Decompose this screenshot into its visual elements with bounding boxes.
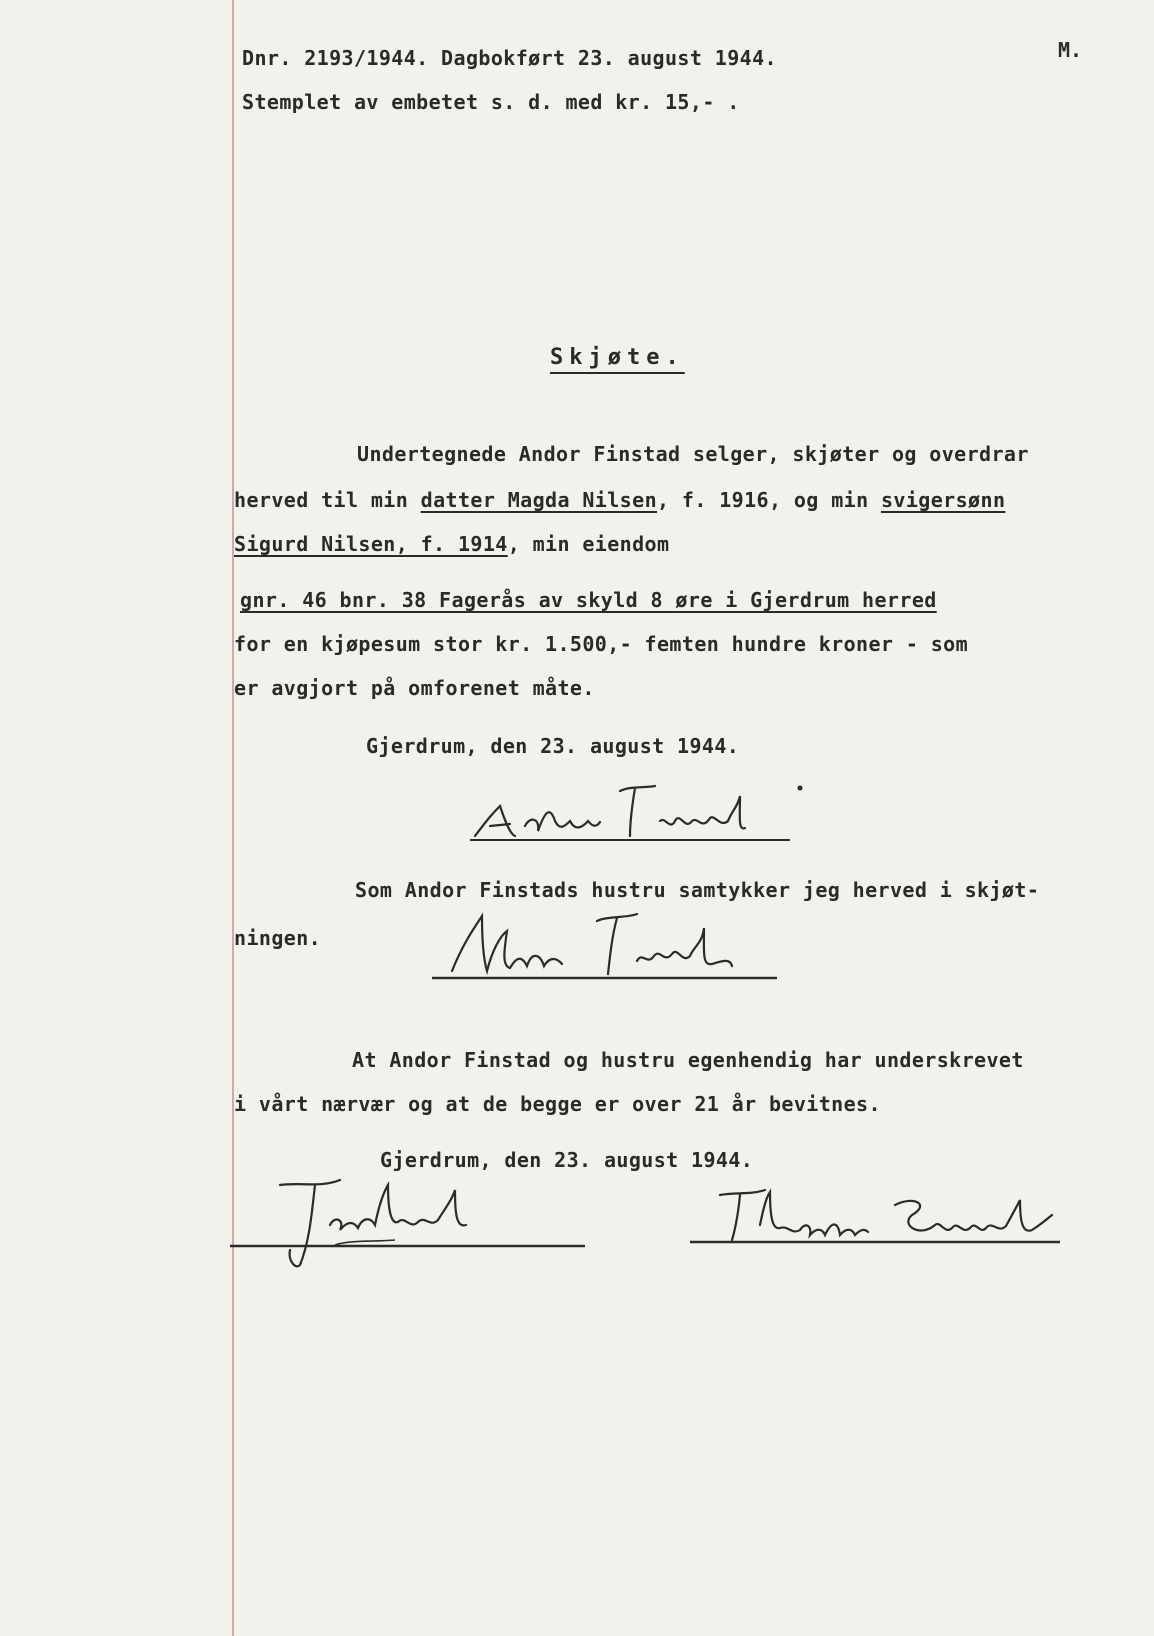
witness1-signature-scribble: [230, 1170, 590, 1280]
place-date-2: Gjerdrum, den 23. august 1944.: [380, 1148, 754, 1172]
document-title: Skjøte.: [550, 345, 685, 370]
paragraph-line-6: er avgjort på omforenet måte.: [234, 676, 595, 700]
paragraph-line-2: [234, 488, 1005, 512]
text-segment: , f. 1916, og min: [657, 488, 881, 512]
seller-signature-scribble: [470, 776, 830, 856]
margin-rule: [232, 0, 234, 1636]
paragraph-line-5: for en kjøpesum stor kr. 1.500,- femten hundre kroner - som: [234, 632, 969, 656]
consent-line-1: Som Andor Finstads hustru samtykker jeg herved i skjøt-: [355, 878, 1040, 902]
buyer2-name: Sigurd Nilsen, f. 1914: [234, 532, 508, 556]
stamp-line: Stemplet av embetet s. d. med kr. 15,- .: [242, 90, 740, 114]
witness2-signature: [690, 1180, 1110, 1260]
paragraph-line-1: Undertegnede Andor Finstad selger, skjøter og overdrar: [357, 442, 1029, 466]
witness2-signature-scribble: [690, 1180, 1110, 1260]
text-segment: , min eiendom: [507, 532, 670, 556]
journal-number-line: Dnr. 2193/1944. Dagbokført 23. august 1944.: [242, 46, 777, 70]
witness-line-2: i vårt nærvær og at de begge er over 21 år bevitnes.: [234, 1092, 881, 1116]
text-segment: herved til min: [234, 488, 421, 512]
wife-signature-scribble: [432, 906, 792, 996]
buyer-name: datter Magda Nilsen: [420, 488, 658, 512]
witness1-signature: [230, 1170, 590, 1280]
witness-line-1: At Andor Finstad og hustru egenhendig har underskrevet: [352, 1048, 1024, 1072]
consent-line-2: ningen.: [234, 926, 322, 950]
margin-mark: M.: [1058, 38, 1083, 62]
place-date-1: Gjerdrum, den 23. august 1944.: [366, 734, 740, 758]
property-description: gnr. 46 bnr. 38 Fagerås av skyld 8 øre i Gjerdrum herred: [240, 588, 937, 612]
relation-label: svigersønn: [880, 488, 1006, 512]
paragraph-line-3: [234, 532, 669, 556]
wife-signature: [432, 906, 792, 996]
seller-signature: [470, 776, 830, 856]
